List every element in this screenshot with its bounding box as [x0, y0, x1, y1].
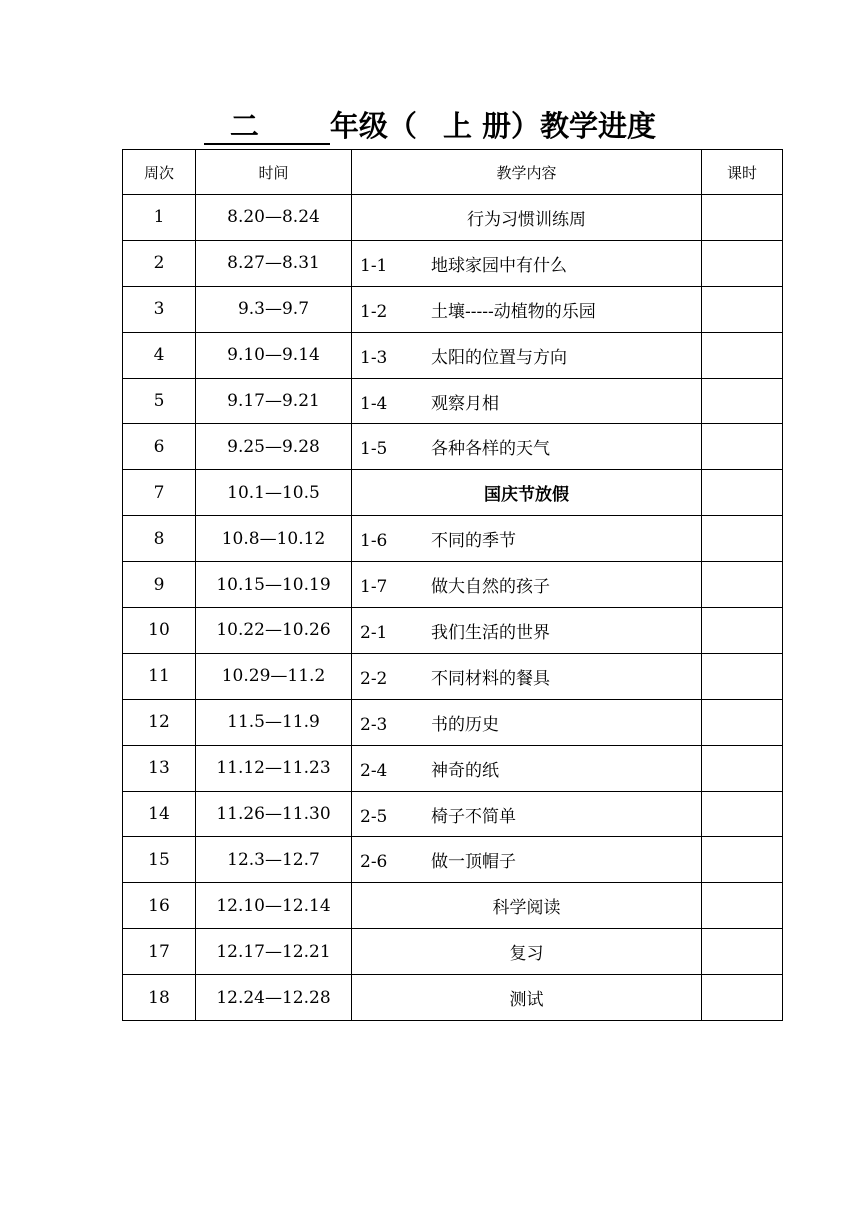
content-cell — [352, 837, 702, 883]
time-cell: 12.10—12.14 — [196, 883, 352, 929]
time-cell: 12.24—12.28 — [196, 975, 352, 1021]
content-cell — [352, 929, 702, 975]
lesson-code: 1-3 — [360, 347, 388, 368]
hours-cell — [702, 286, 783, 332]
grade-field: 二 — [204, 109, 330, 145]
time-cell: 10.1—10.5 — [196, 470, 352, 516]
table-row — [123, 699, 783, 745]
column-header-hours: 课时 — [702, 150, 783, 195]
lesson-code: 2-6 — [360, 852, 388, 873]
week-cell: 7 — [123, 470, 196, 516]
content-cell — [352, 699, 702, 745]
hours-cell — [702, 699, 783, 745]
table-row — [123, 332, 783, 378]
time-cell: 11.26—11.30 — [196, 791, 352, 837]
time-cell: 9.3—9.7 — [196, 286, 352, 332]
lesson-code: 2-3 — [360, 714, 388, 735]
hours-cell — [702, 516, 783, 562]
week-cell: 10 — [123, 608, 196, 654]
lesson-code: 1-4 — [360, 393, 388, 414]
table-row — [123, 883, 783, 929]
lesson-topic: 不同的季节 — [431, 531, 516, 552]
page-title — [0, 106, 860, 146]
table-row — [123, 608, 783, 654]
lesson-topic: 我们生活的世界 — [431, 622, 550, 643]
lesson-topic: 做大自然的孩子 — [431, 577, 550, 598]
lesson-topic: 不同材料的餐具 — [431, 668, 550, 689]
lesson-topic: 地球家园中有什么 — [431, 255, 567, 276]
lesson-topic: 行为习惯训练周 — [467, 209, 586, 230]
content-cell — [352, 332, 702, 378]
week-cell: 9 — [123, 562, 196, 608]
lesson-topic: 各种各样的天气 — [431, 439, 550, 460]
lesson-code: 2-1 — [360, 622, 388, 643]
table-row — [123, 745, 783, 791]
lesson-topic: 做一顶帽子 — [431, 852, 516, 873]
content-cell — [352, 424, 702, 470]
hours-cell — [702, 562, 783, 608]
time-cell: 12.3—12.7 — [196, 837, 352, 883]
content-cell — [352, 240, 702, 286]
table-row — [123, 378, 783, 424]
week-cell: 4 — [123, 332, 196, 378]
lesson-topic: 复习 — [509, 944, 544, 965]
time-cell: 9.25—9.28 — [196, 424, 352, 470]
volume-field: 上 册 — [442, 109, 512, 143]
content-cell — [352, 195, 702, 241]
lesson-topic: 观察月相 — [431, 393, 499, 414]
table-row — [123, 929, 783, 975]
content-cell — [352, 975, 702, 1021]
table-row — [123, 286, 783, 332]
table-header-row — [123, 150, 783, 195]
hours-cell — [702, 975, 783, 1021]
hours-cell — [702, 424, 783, 470]
time-cell: 11.5—11.9 — [196, 699, 352, 745]
hours-cell — [702, 195, 783, 241]
time-cell: 9.17—9.21 — [196, 378, 352, 424]
lesson-topic: 神奇的纸 — [431, 760, 499, 781]
lesson-topic: 科学阅读 — [492, 898, 561, 919]
content-cell — [352, 653, 702, 699]
lesson-code: 2-5 — [360, 806, 388, 827]
table-row — [123, 837, 783, 883]
lesson-code: 2-2 — [360, 668, 388, 689]
week-cell: 12 — [123, 699, 196, 745]
content-cell — [352, 470, 702, 516]
week-cell: 14 — [123, 791, 196, 837]
week-cell: 8 — [123, 516, 196, 562]
table-row — [123, 562, 783, 608]
week-cell: 17 — [123, 929, 196, 975]
lesson-topic: 椅子不简单 — [431, 806, 516, 827]
week-cell: 3 — [123, 286, 196, 332]
time-cell: 10.8—10.12 — [196, 516, 352, 562]
content-cell — [352, 378, 702, 424]
time-cell: 11.12—11.23 — [196, 745, 352, 791]
table-row — [123, 653, 783, 699]
lesson-topic: 书的历史 — [431, 714, 499, 735]
teaching-schedule-table — [122, 149, 783, 1021]
hours-cell — [702, 883, 783, 929]
lesson-topic: 土壤-----动植物的乐园 — [431, 301, 596, 322]
lesson-code: 1-2 — [360, 301, 388, 322]
hours-cell — [702, 332, 783, 378]
time-cell: 8.27—8.31 — [196, 240, 352, 286]
time-cell: 10.15—10.19 — [196, 562, 352, 608]
time-cell: 12.17—12.21 — [196, 929, 352, 975]
title-progress-label: ）教学进度 — [511, 109, 657, 143]
table-row — [123, 975, 783, 1021]
lesson-topic: 国庆节放假 — [484, 485, 569, 506]
table-row — [123, 424, 783, 470]
lesson-code: 1-5 — [360, 439, 388, 460]
hours-cell — [702, 608, 783, 654]
content-cell — [352, 516, 702, 562]
lesson-code: 1-1 — [360, 255, 388, 276]
week-cell: 18 — [123, 975, 196, 1021]
week-cell: 16 — [123, 883, 196, 929]
content-cell — [352, 791, 702, 837]
week-cell: 5 — [123, 378, 196, 424]
table-row — [123, 240, 783, 286]
table-row — [123, 470, 783, 516]
hours-cell — [702, 745, 783, 791]
column-header-time: 时间 — [196, 150, 352, 195]
hours-cell — [702, 653, 783, 699]
week-cell: 11 — [123, 653, 196, 699]
content-cell — [352, 286, 702, 332]
table-row — [123, 516, 783, 562]
time-cell: 9.10—9.14 — [196, 332, 352, 378]
hours-cell — [702, 929, 783, 975]
hours-cell — [702, 837, 783, 883]
table-body — [123, 195, 783, 1021]
content-cell — [352, 562, 702, 608]
content-cell — [352, 883, 702, 929]
lesson-topic: 太阳的位置与方向 — [431, 347, 567, 368]
column-header-content: 教学内容 — [352, 150, 702, 195]
column-header-week: 周次 — [123, 150, 196, 195]
week-cell: 1 — [123, 195, 196, 241]
hours-cell — [702, 791, 783, 837]
lesson-code: 1-6 — [360, 531, 388, 552]
time-cell: 10.22—10.26 — [196, 608, 352, 654]
time-cell: 10.29—11.2 — [196, 653, 352, 699]
table-row — [123, 195, 783, 241]
week-cell: 15 — [123, 837, 196, 883]
lesson-topic: 测试 — [509, 990, 544, 1011]
content-cell — [352, 608, 702, 654]
lesson-code: 1-7 — [360, 577, 388, 598]
time-cell: 8.20—8.24 — [196, 195, 352, 241]
week-cell: 13 — [123, 745, 196, 791]
lesson-code: 2-4 — [360, 760, 388, 781]
week-cell: 6 — [123, 424, 196, 470]
hours-cell — [702, 470, 783, 516]
hours-cell — [702, 378, 783, 424]
title-grade-label: 年级（ — [329, 109, 417, 143]
hours-cell — [702, 240, 783, 286]
table-row — [123, 791, 783, 837]
content-cell — [352, 745, 702, 791]
week-cell: 2 — [123, 240, 196, 286]
